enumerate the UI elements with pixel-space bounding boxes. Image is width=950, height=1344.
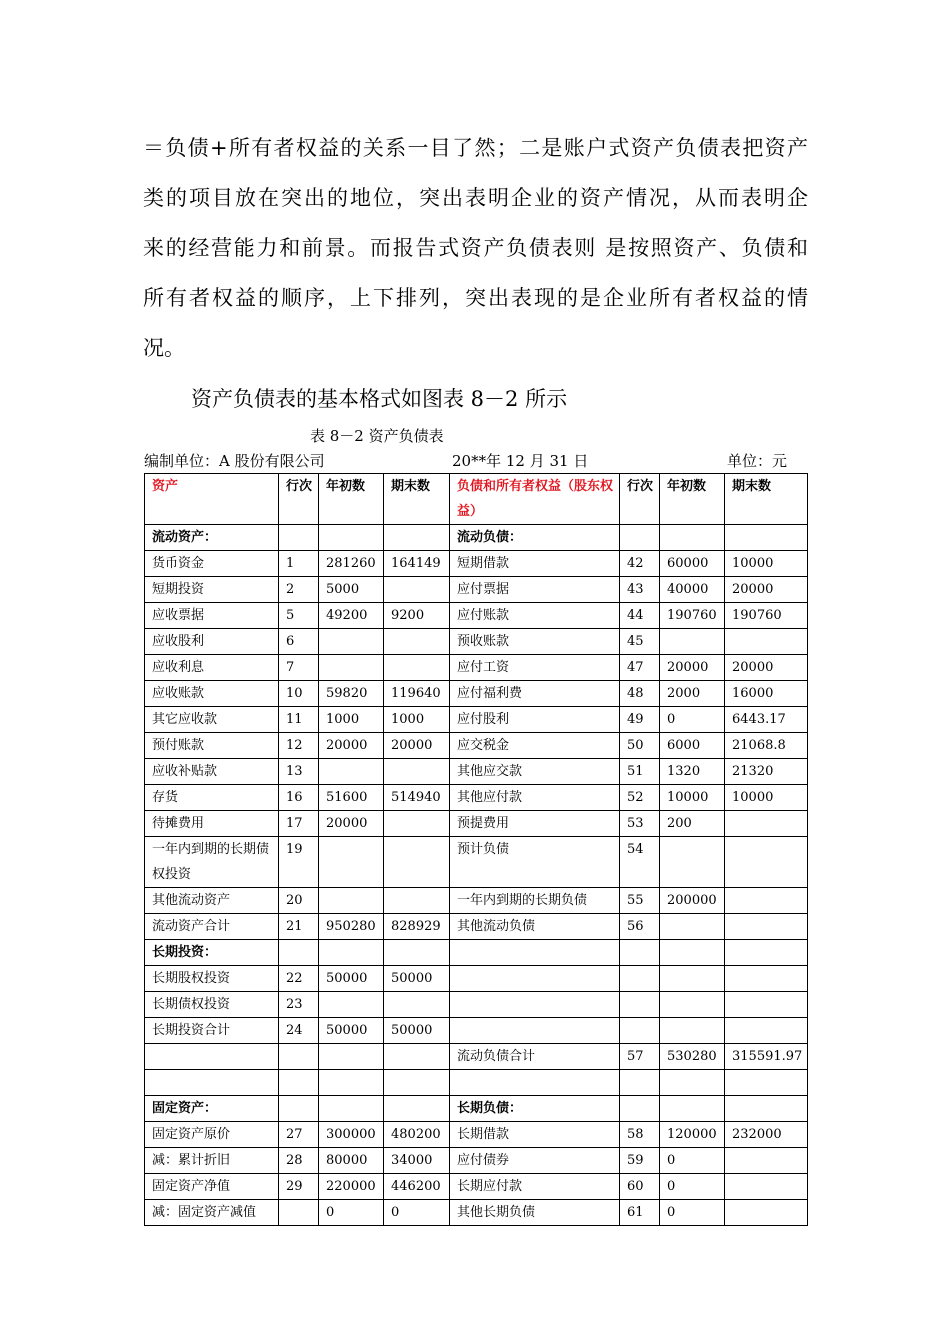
- liability-item-cell: 应付账款: [450, 603, 620, 629]
- liability-row-no-cell: 48: [620, 681, 660, 707]
- liability-item-cell: [450, 992, 620, 1018]
- liability-item-cell: 应交税金: [450, 733, 620, 759]
- paragraph-line: 来的经营能力和前景。而报告式资产负债表则 是按照资产、负债和: [143, 236, 808, 260]
- asset-item-cell: 长期债权投资: [145, 992, 279, 1018]
- liability-begin-cell: 0: [660, 707, 725, 733]
- liability-item-cell: 长期负债：: [450, 1095, 620, 1121]
- asset-begin-cell: [319, 1070, 384, 1096]
- asset-item-cell: 应收利息: [145, 655, 279, 681]
- asset-begin-cell: [319, 992, 384, 1018]
- asset-item-cell: 应收账款: [145, 681, 279, 707]
- liability-row-no-cell: 60: [620, 1173, 660, 1199]
- table-row: [145, 759, 808, 785]
- asset-end-cell: [384, 629, 450, 655]
- asset-end-cell: 20000: [384, 733, 450, 759]
- liability-end-cell: [725, 811, 808, 837]
- table-row: [145, 785, 808, 811]
- table-row: [145, 888, 808, 914]
- liability-end-cell: [725, 629, 808, 655]
- header-end-2: 期末数: [725, 474, 808, 525]
- table-row: [145, 551, 808, 577]
- liability-item-cell: [450, 940, 620, 966]
- header-begin: 年初数: [319, 474, 384, 525]
- liability-row-no-cell: 44: [620, 603, 660, 629]
- body-paragraph: [143, 123, 808, 373]
- table-row: [145, 681, 808, 707]
- asset-item-cell: 应收股利: [145, 629, 279, 655]
- liability-row-no-cell: 57: [620, 1044, 660, 1070]
- liability-row-no-cell: 55: [620, 888, 660, 914]
- asset-end-cell: 9200: [384, 603, 450, 629]
- table-row: [145, 966, 808, 992]
- table-row: [145, 603, 808, 629]
- liability-row-no-cell: 43: [620, 577, 660, 603]
- asset-end-cell: 1000: [384, 707, 450, 733]
- liability-begin-cell: 0: [660, 1147, 725, 1173]
- liability-row-no-cell: 53: [620, 811, 660, 837]
- paragraph-line: 所有者权益的顺序，上下排列，突出表现的是企业所有者权益的情: [143, 286, 808, 310]
- asset-end-cell: [384, 992, 450, 1018]
- table-row: [145, 1044, 808, 1070]
- asset-row-no-cell: [279, 1095, 319, 1121]
- table-row: [145, 914, 808, 940]
- liability-begin-cell: [660, 837, 725, 888]
- asset-item-cell: 固定资产原价: [145, 1121, 279, 1147]
- liability-end-cell: 190760: [725, 603, 808, 629]
- asset-item-cell: 长期股权投资: [145, 966, 279, 992]
- paragraph-line: ＝负债+所有者权益的关系一目了然；二是账户式资产负债表把资产: [143, 136, 808, 160]
- liability-item-cell: 应付股利: [450, 707, 620, 733]
- liability-begin-cell: 60000: [660, 551, 725, 577]
- asset-begin-cell: [319, 759, 384, 785]
- table-row: [145, 1173, 808, 1199]
- table-row: [145, 1018, 808, 1044]
- table-row: [145, 992, 808, 1018]
- liability-end-cell: [725, 1018, 808, 1044]
- asset-begin-cell: 300000: [319, 1121, 384, 1147]
- liability-begin-cell: 10000: [660, 785, 725, 811]
- asset-row-no-cell: [279, 1199, 319, 1225]
- table-row: [145, 811, 808, 837]
- asset-item-cell: 其它应收款: [145, 707, 279, 733]
- asset-item-cell: 长期投资合计: [145, 1018, 279, 1044]
- asset-begin-cell: [319, 629, 384, 655]
- table-row: [145, 837, 808, 888]
- asset-row-no-cell: 17: [279, 811, 319, 837]
- asset-end-cell: [384, 1070, 450, 1096]
- asset-row-no-cell: 23: [279, 992, 319, 1018]
- asset-end-cell: [384, 655, 450, 681]
- liability-begin-cell: 0: [660, 1199, 725, 1225]
- asset-item-cell: 存货: [145, 785, 279, 811]
- asset-row-no-cell: 7: [279, 655, 319, 681]
- table-row: [145, 1199, 808, 1225]
- asset-item-cell: 固定资产：: [145, 1095, 279, 1121]
- asset-begin-cell: 59820: [319, 681, 384, 707]
- asset-item-cell: 减：累计折旧: [145, 1147, 279, 1173]
- asset-begin-cell: 20000: [319, 733, 384, 759]
- asset-begin-cell: 0: [319, 1199, 384, 1225]
- asset-item-cell: 短期投资: [145, 577, 279, 603]
- liability-begin-cell: [660, 629, 725, 655]
- liability-begin-cell: 20000: [660, 655, 725, 681]
- asset-row-no-cell: [279, 525, 319, 551]
- asset-end-cell: 828929: [384, 914, 450, 940]
- asset-row-no-cell: 1: [279, 551, 319, 577]
- asset-row-no-cell: 12: [279, 733, 319, 759]
- table-row: [145, 707, 808, 733]
- liability-item-cell: 其他长期负债: [450, 1199, 620, 1225]
- liability-end-cell: [725, 992, 808, 1018]
- asset-begin-cell: 80000: [319, 1147, 384, 1173]
- asset-end-cell: 164149: [384, 551, 450, 577]
- liability-begin-cell: 200000: [660, 888, 725, 914]
- liability-item-cell: 其他应付款: [450, 785, 620, 811]
- liability-item-cell: [450, 1018, 620, 1044]
- asset-row-no-cell: 21: [279, 914, 319, 940]
- asset-end-cell: 446200: [384, 1173, 450, 1199]
- liability-end-cell: 20000: [725, 655, 808, 681]
- asset-begin-cell: 50000: [319, 966, 384, 992]
- asset-begin-cell: [319, 525, 384, 551]
- asset-begin-cell: 1000: [319, 707, 384, 733]
- table-header-row: [145, 474, 808, 525]
- liability-row-no-cell: 51: [620, 759, 660, 785]
- liability-item-cell: 预计负债: [450, 837, 620, 888]
- liability-end-cell: [725, 1147, 808, 1173]
- liability-row-no-cell: 54: [620, 837, 660, 888]
- liability-row-no-cell: 56: [620, 914, 660, 940]
- liability-item-cell: 预提费用: [450, 811, 620, 837]
- header-row-no-2: 行次: [620, 474, 660, 525]
- liability-begin-cell: [660, 966, 725, 992]
- asset-row-no-cell: 5: [279, 603, 319, 629]
- liability-row-no-cell: 47: [620, 655, 660, 681]
- liability-row-no-cell: [620, 992, 660, 1018]
- header-begin-2: 年初数: [660, 474, 725, 525]
- asset-item-cell: 应收补贴款: [145, 759, 279, 785]
- table-row: [145, 629, 808, 655]
- asset-item-cell: 减：固定资产减值: [145, 1199, 279, 1225]
- liability-row-no-cell: 42: [620, 551, 660, 577]
- asset-item-cell: 货币资金: [145, 551, 279, 577]
- asset-end-cell: [384, 888, 450, 914]
- table-row: [145, 733, 808, 759]
- liability-end-cell: [725, 1070, 808, 1096]
- asset-row-no-cell: 10: [279, 681, 319, 707]
- liability-item-cell: 预收账款: [450, 629, 620, 655]
- asset-end-cell: [384, 577, 450, 603]
- liability-item-cell: 应付债券: [450, 1147, 620, 1173]
- header-end: 期末数: [384, 474, 450, 525]
- currency-unit: 单位：元: [727, 452, 788, 470]
- asset-row-no-cell: [279, 1044, 319, 1070]
- asset-row-no-cell: 6: [279, 629, 319, 655]
- report-date: 20**年 12 月 31 日: [452, 452, 589, 470]
- liability-begin-cell: 190760: [660, 603, 725, 629]
- liability-item-cell: 应付福利费: [450, 681, 620, 707]
- asset-begin-cell: 281260: [319, 551, 384, 577]
- asset-row-no-cell: [279, 940, 319, 966]
- asset-begin-cell: [319, 1044, 384, 1070]
- liability-end-cell: 21068.8: [725, 733, 808, 759]
- table-row: [145, 1095, 808, 1121]
- liability-begin-cell: [660, 992, 725, 1018]
- balance-sheet-table: [144, 473, 808, 1226]
- asset-row-no-cell: 16: [279, 785, 319, 811]
- liability-item-cell: [450, 1070, 620, 1096]
- liability-end-cell: 315591.97: [725, 1044, 808, 1070]
- asset-item-cell: 长期投资：: [145, 940, 279, 966]
- asset-item-cell: 固定资产净值: [145, 1173, 279, 1199]
- liability-item-cell: 长期借款: [450, 1121, 620, 1147]
- paragraph-line: 类的项目放在突出的地位，突出表明企业的资产情况，从而表明企: [143, 186, 808, 210]
- header-liabilities-equity: 负债和所有者权益（股东权益）: [450, 474, 620, 525]
- liability-end-cell: [725, 837, 808, 888]
- table-row: [145, 1121, 808, 1147]
- asset-begin-cell: 50000: [319, 1018, 384, 1044]
- table-intro: 资产负债表的基本格式如图表 8－2 所示: [191, 387, 568, 411]
- liability-begin-cell: 0: [660, 1173, 725, 1199]
- liability-item-cell: 一年内到期的长期负债: [450, 888, 620, 914]
- asset-item-cell: 其他流动资产: [145, 888, 279, 914]
- liability-begin-cell: [660, 1070, 725, 1096]
- asset-row-no-cell: 13: [279, 759, 319, 785]
- asset-end-cell: [384, 759, 450, 785]
- asset-begin-cell: 220000: [319, 1173, 384, 1199]
- asset-end-cell: [384, 837, 450, 888]
- liability-row-no-cell: 49: [620, 707, 660, 733]
- asset-end-cell: 34000: [384, 1147, 450, 1173]
- liability-begin-cell: [660, 914, 725, 940]
- liability-begin-cell: 1320: [660, 759, 725, 785]
- asset-end-cell: [384, 811, 450, 837]
- asset-row-no-cell: 29: [279, 1173, 319, 1199]
- liability-row-no-cell: [620, 1095, 660, 1121]
- asset-end-cell: [384, 1095, 450, 1121]
- liability-begin-cell: 6000: [660, 733, 725, 759]
- asset-end-cell: 480200: [384, 1121, 450, 1147]
- liability-item-cell: 应付票据: [450, 577, 620, 603]
- asset-begin-cell: 950280: [319, 914, 384, 940]
- liability-begin-cell: 120000: [660, 1121, 725, 1147]
- table-row: [145, 1070, 808, 1096]
- asset-row-no-cell: 2: [279, 577, 319, 603]
- asset-begin-cell: 5000: [319, 577, 384, 603]
- liability-end-cell: 21320: [725, 759, 808, 785]
- liability-end-cell: 232000: [725, 1121, 808, 1147]
- asset-begin-cell: [319, 1095, 384, 1121]
- liability-begin-cell: [660, 525, 725, 551]
- asset-begin-cell: [319, 888, 384, 914]
- table-caption: 表 8－2 资产负债表: [310, 427, 444, 445]
- header-row-no: 行次: [279, 474, 319, 525]
- asset-row-no-cell: 28: [279, 1147, 319, 1173]
- asset-row-no-cell: 22: [279, 966, 319, 992]
- asset-row-no-cell: 20: [279, 888, 319, 914]
- asset-row-no-cell: 24: [279, 1018, 319, 1044]
- table-row: [145, 655, 808, 681]
- asset-end-cell: 0: [384, 1199, 450, 1225]
- liability-row-no-cell: [620, 1070, 660, 1096]
- liability-end-cell: [725, 1095, 808, 1121]
- liability-end-cell: [725, 940, 808, 966]
- table-row: [145, 525, 808, 551]
- liability-end-cell: 20000: [725, 577, 808, 603]
- liability-begin-cell: [660, 1018, 725, 1044]
- asset-item-cell: 流动资产合计: [145, 914, 279, 940]
- asset-end-cell: [384, 525, 450, 551]
- liability-end-cell: [725, 888, 808, 914]
- liability-begin-cell: 40000: [660, 577, 725, 603]
- asset-row-no-cell: 19: [279, 837, 319, 888]
- liability-begin-cell: 200: [660, 811, 725, 837]
- asset-item-cell: [145, 1070, 279, 1096]
- liability-row-no-cell: [620, 940, 660, 966]
- asset-begin-cell: 20000: [319, 811, 384, 837]
- liability-row-no-cell: 58: [620, 1121, 660, 1147]
- asset-row-no-cell: 11: [279, 707, 319, 733]
- asset-item-cell: 预付账款: [145, 733, 279, 759]
- table-row: [145, 1147, 808, 1173]
- liability-row-no-cell: [620, 1018, 660, 1044]
- liability-row-no-cell: 52: [620, 785, 660, 811]
- table-row: [145, 940, 808, 966]
- liability-end-cell: [725, 914, 808, 940]
- liability-row-no-cell: 50: [620, 733, 660, 759]
- liability-item-cell: 其他流动负债: [450, 914, 620, 940]
- liability-item-cell: 长期应付款: [450, 1173, 620, 1199]
- asset-item-cell: 应收票据: [145, 603, 279, 629]
- asset-begin-cell: 49200: [319, 603, 384, 629]
- liability-row-no-cell: 45: [620, 629, 660, 655]
- liability-end-cell: [725, 1199, 808, 1225]
- liability-row-no-cell: [620, 525, 660, 551]
- liability-begin-cell: 530280: [660, 1044, 725, 1070]
- liability-end-cell: [725, 966, 808, 992]
- liability-row-no-cell: 61: [620, 1199, 660, 1225]
- asset-row-no-cell: [279, 1070, 319, 1096]
- liability-item-cell: 短期借款: [450, 551, 620, 577]
- asset-end-cell: [384, 940, 450, 966]
- liability-end-cell: [725, 1173, 808, 1199]
- liability-row-no-cell: [620, 966, 660, 992]
- asset-item-cell: [145, 1044, 279, 1070]
- liability-begin-cell: [660, 1095, 725, 1121]
- liability-item-cell: 流动负债：: [450, 525, 620, 551]
- asset-begin-cell: [319, 837, 384, 888]
- header-asset: 资产: [145, 474, 279, 525]
- asset-begin-cell: [319, 655, 384, 681]
- paragraph-line: 况。: [143, 336, 185, 360]
- preparer-unit: 编制单位：A 股份有限公司: [144, 452, 325, 470]
- liability-begin-cell: 2000: [660, 681, 725, 707]
- asset-end-cell: 50000: [384, 966, 450, 992]
- table-row: [145, 577, 808, 603]
- asset-end-cell: 119640: [384, 681, 450, 707]
- liability-end-cell: 10000: [725, 785, 808, 811]
- asset-item-cell: 流动资产：: [145, 525, 279, 551]
- liability-end-cell: 16000: [725, 681, 808, 707]
- liability-row-no-cell: 59: [620, 1147, 660, 1173]
- liability-item-cell: 应付工资: [450, 655, 620, 681]
- asset-end-cell: [384, 1044, 450, 1070]
- asset-end-cell: 50000: [384, 1018, 450, 1044]
- asset-item-cell: 一年内到期的长期债权投资: [145, 837, 279, 888]
- liability-begin-cell: [660, 940, 725, 966]
- asset-begin-cell: 51600: [319, 785, 384, 811]
- liability-end-cell: 10000: [725, 551, 808, 577]
- liability-item-cell: 流动负债合计: [450, 1044, 620, 1070]
- liability-item-cell: 其他应交款: [450, 759, 620, 785]
- asset-begin-cell: [319, 940, 384, 966]
- liability-end-cell: 6443.17: [725, 707, 808, 733]
- liability-item-cell: [450, 966, 620, 992]
- asset-item-cell: 待摊费用: [145, 811, 279, 837]
- liability-end-cell: [725, 525, 808, 551]
- asset-end-cell: 514940: [384, 785, 450, 811]
- asset-row-no-cell: 27: [279, 1121, 319, 1147]
